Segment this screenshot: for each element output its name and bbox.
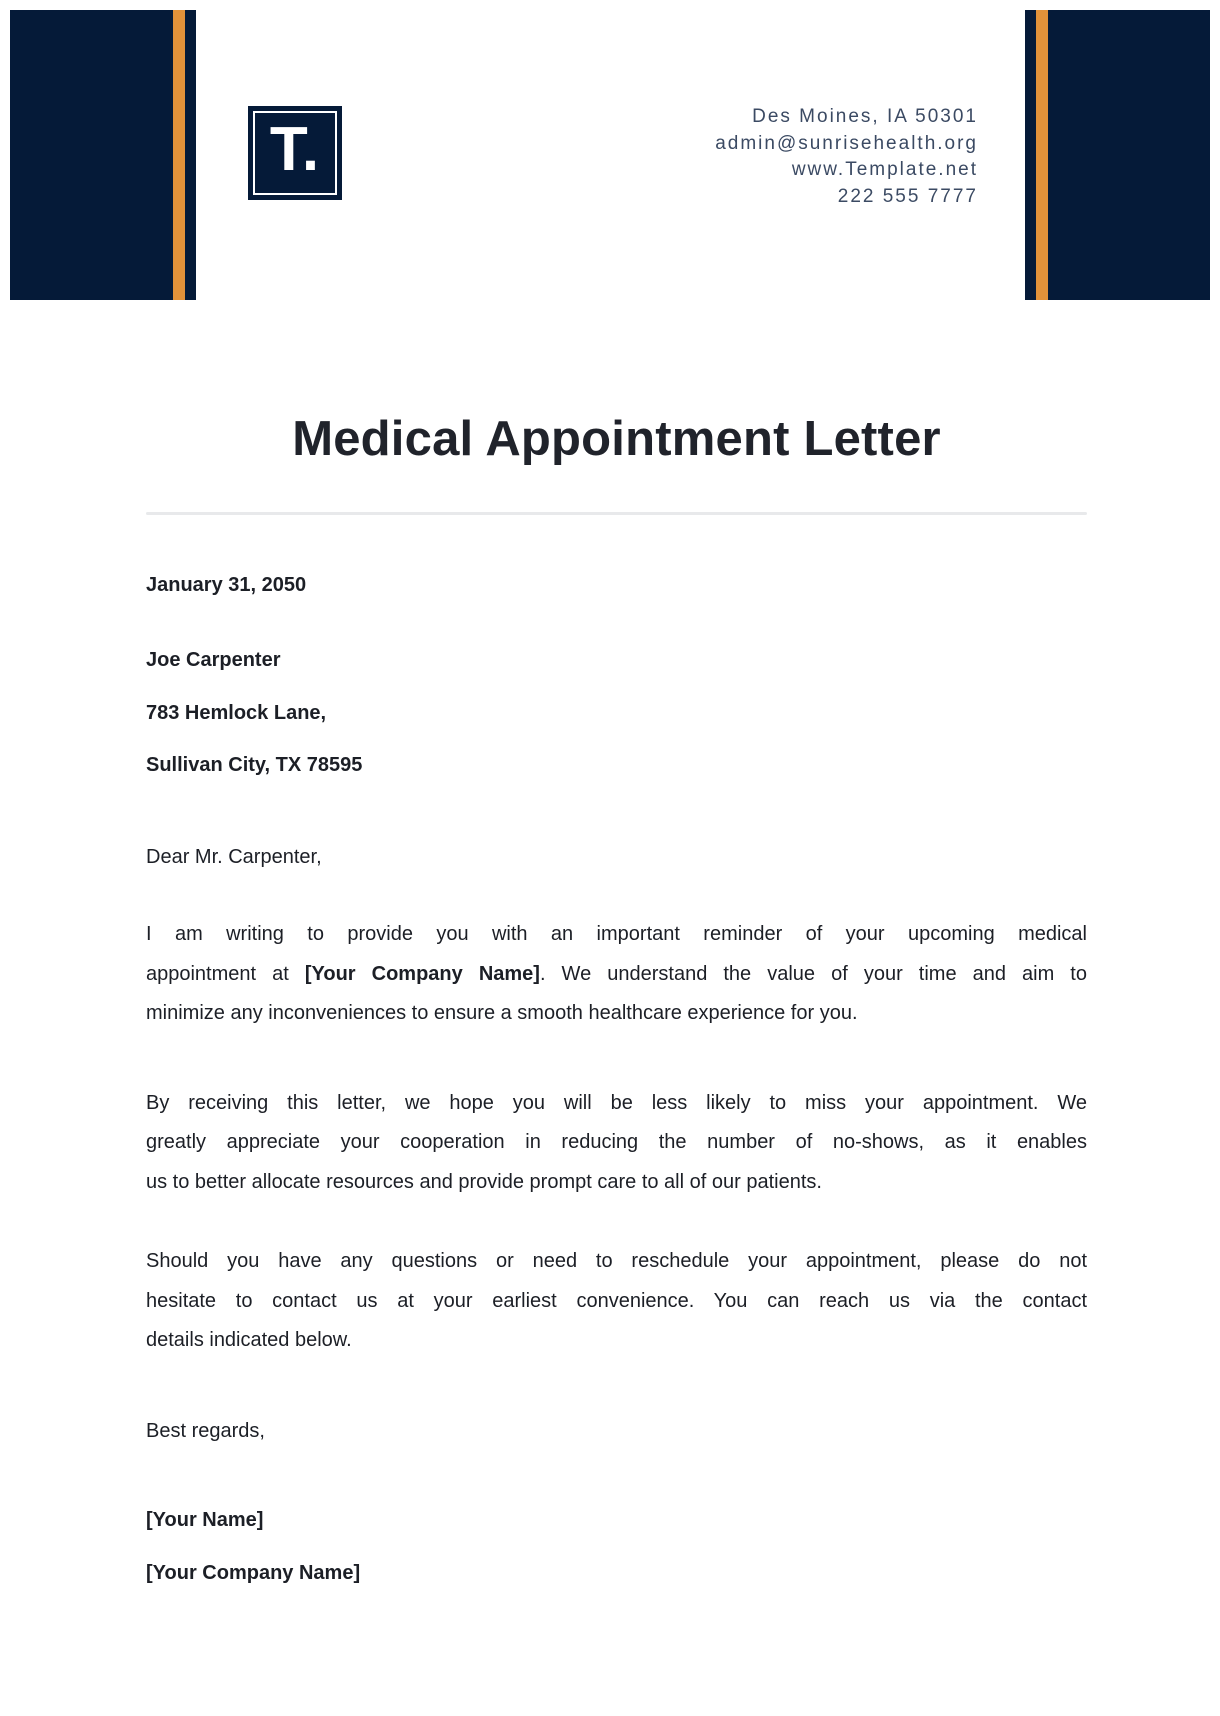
- paragraph-line: By receiving this letter, we hope you will be less likely to miss your appointment. We: [146, 1091, 1087, 1114]
- signature-company: [Your Company Name]: [146, 1561, 361, 1584]
- paragraph-line: [146, 955, 1087, 995]
- paragraph-text: appointment at: [146, 962, 305, 985]
- company-name-placeholder: [Your Company Name]: [304, 962, 540, 985]
- paragraph-line: details indicated below.: [146, 1329, 352, 1351]
- title-divider: [146, 512, 1087, 515]
- paragraph-line: minimize any inconveniences to ensure a smooth healthcare experience for you.: [146, 1002, 858, 1024]
- paragraph-line: Should you have any questions or need to reschedule your appointment, please do not: [146, 1250, 1087, 1272]
- logo-letter: T.: [269, 115, 321, 184]
- letter-date: January 31, 2050: [146, 574, 307, 596]
- signature-name: [Your Name]: [146, 1508, 264, 1531]
- contact-website: www.Template.net: [791, 159, 978, 180]
- paragraph-line: I am writing to provide you with an important reminder of your upcoming medical: [146, 923, 1087, 945]
- letter-body: [146, 0, 1087, 1593]
- paragraph-3: [146, 1242, 1087, 1361]
- recipient-city: Sullivan City, TX 78595: [146, 754, 363, 776]
- recipient-street: 783 Hemlock Lane,: [146, 702, 327, 724]
- paragraph-1: [146, 915, 1087, 1034]
- paragraph-text: . We understand the value of your time and aim to: [539, 962, 1087, 985]
- closing: Best regards,: [146, 1419, 265, 1442]
- paragraph-line: greatly appreciate your cooperation in reducing the number of no-shows, as it enables: [146, 1131, 1087, 1153]
- page-title: Medical Appointment Letter: [292, 412, 941, 466]
- paragraph-2: [146, 1084, 1087, 1203]
- contact-email: admin@sunrisehealth.org: [715, 132, 978, 154]
- paragraph-line: us to better allocate resources and provide prompt care to all of our patients.: [146, 1170, 822, 1193]
- paragraph-line: hesitate to contact us at your earliest convenience. You can reach us via the contact: [146, 1289, 1087, 1312]
- salutation: Dear Mr. Carpenter,: [146, 846, 322, 868]
- contact-address: Des Moines, IA 50301: [752, 106, 978, 127]
- recipient-name: Joe Carpenter: [146, 649, 281, 671]
- contact-phone: 222 555 7777: [837, 185, 978, 207]
